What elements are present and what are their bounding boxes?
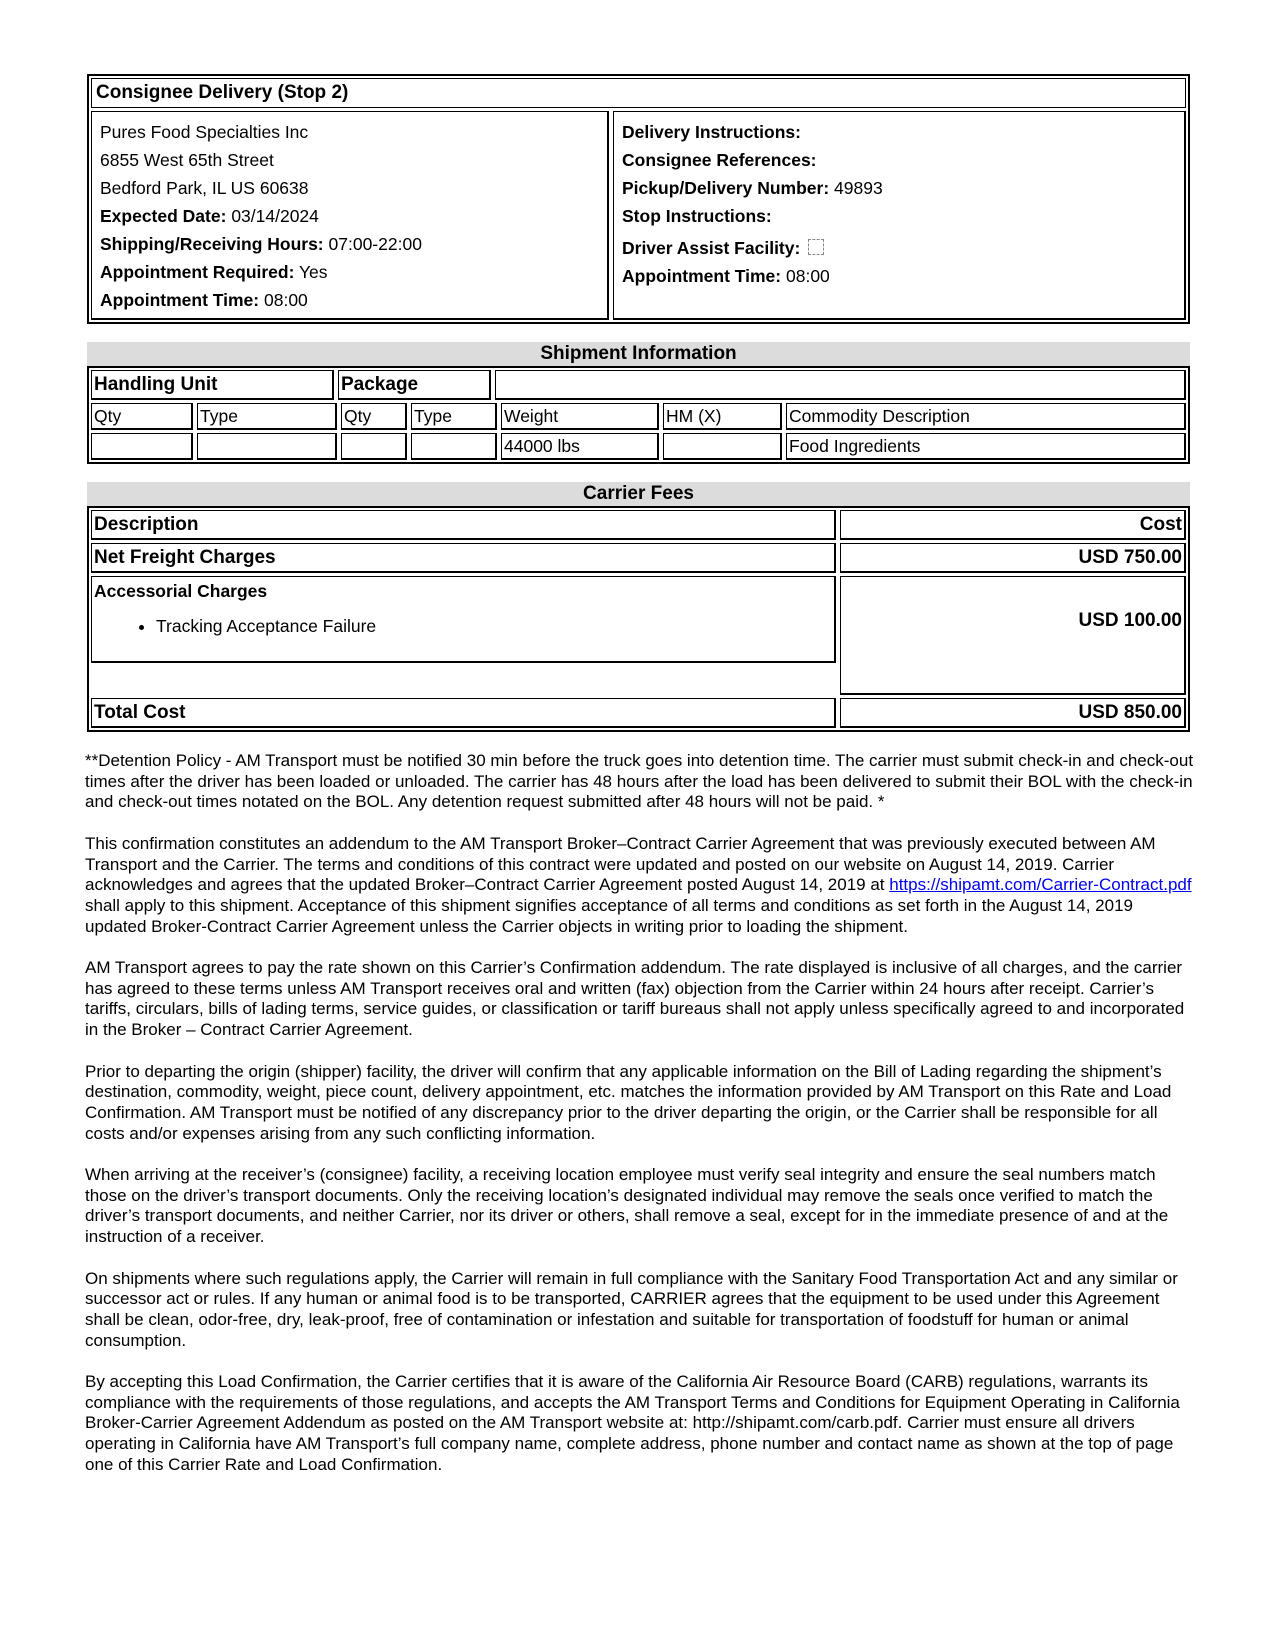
accessorial-row [91, 576, 1186, 695]
cost-header: Cost [840, 510, 1186, 540]
carrier-contract-link[interactable]: https://shipamt.com/Carrier-Contract.pdf [889, 875, 1192, 895]
addendum-text-end: shall apply to this shipment. Acceptance of this shipment signifies acceptance of all terms and conditions as set forth in the August 14, 2019 updated Broker-Contract Carrier Agreement unless the Carrier objects in writing prior to loading the shipment. [85, 895, 1133, 936]
appointment-time-label: Appointment Time: [100, 290, 260, 310]
accessorial-label: Accessorial Charges [94, 581, 268, 601]
shipment-column-header-row [91, 403, 1186, 430]
shipment-section-title: Shipment Information [87, 342, 1190, 366]
appointment-required-label: Appointment Required: [100, 262, 295, 282]
shipment-table [87, 366, 1190, 464]
handling-unit-header: Handling Unit [91, 370, 334, 400]
table-row [91, 433, 1186, 460]
driver-assist-label: Driver Assist Facility: [622, 238, 801, 258]
pickup-number-label: Pickup/Delivery Number: [622, 178, 830, 198]
hours-row [100, 230, 599, 258]
fees-table [87, 506, 1190, 732]
total-cost: USD 850.00 [840, 698, 1186, 728]
accessorial-cost: USD 100.00 [840, 576, 1186, 695]
total-row [91, 698, 1186, 728]
document-page [85, 74, 1194, 1496]
right-appointment-time-label: Appointment Time: [622, 266, 782, 286]
sanitary-food-paragraph: On shipments where such regulations apply, the Carrier will remain in full compliance with the Sanitary Food Transportation Act and any similar or successor act or rules. If any human or animal food is to be transported, CARRIER agrees that the equipment to be used under this Agreement shall be clean, odor-free, dry, leak-proof, free of contamination or infestation and suitable for transportation of foodstuff for human or animal consumption. [85, 1268, 1178, 1350]
net-freight-label: Net Freight Charges [91, 543, 836, 573]
weight-header: Weight [501, 403, 659, 430]
commodity-cell: Food Ingredients [786, 433, 1186, 460]
consignee-address-column [91, 111, 609, 320]
hazmat-header: HM (X) [663, 403, 782, 430]
weight-cell: 44000 lbs [501, 433, 659, 460]
list-item: • Tracking Acceptance Failure [156, 616, 834, 637]
appointment-time-row [100, 286, 599, 314]
consignee-city: Bedford Park, IL US 60638 [100, 178, 309, 198]
addendum-text-start: This confirmation constitutes an addendum to the AM Transport Broker–Contract Carrier Agreement that was previously executed between AM Transport and the Carrier. The terms and conditions of this contract were updated and posted on our website on August 14, 2019. Carrier acknowledges and agrees that the updated Broker–Contract Carrier Agreement posted August 14, 2019 at [85, 833, 1156, 895]
rate-paragraph: AM Transport agrees to pay the rate shown on this Carrier’s Confirmation addendum. The rate displayed is inclusive of all charges, and the carrier has agreed to these terms unless AM Transport receives oral and written (fax) objection from the Carrier within 24 hours after receipt. Carrier’s tariffs, circulars, bills of lading terms, service guides, or classification or tariff bureaus shall not apply unless specifically agreed to and incorporated in the Broker – Contract Carrier Agreement. [85, 958, 1185, 1040]
hu-type-cell [197, 433, 337, 460]
pkg-type-cell [411, 433, 497, 460]
hours-label: Shipping/Receiving Hours: [100, 234, 324, 254]
net-freight-row [91, 543, 1186, 573]
hu-qty-cell [91, 433, 193, 460]
consignee-name: Pures Food Specialties Inc [100, 122, 309, 142]
consignee-title: Consignee Delivery (Stop 2) [91, 78, 1186, 108]
appointment-required-value: Yes [298, 262, 328, 282]
detention-policy-paragraph: **Detention Policy - AM Transport must be notified 30 min before the truck goes into detention time. The carrier must submit check-in and check-out times after the driver has been loaded or unloaded. The carrier has 48 hours after the load has been delivered to submit their BOL with the check-in and check-out times notated on the BOL. Any detention request submitted after 48 hours will not be paid. * [85, 751, 1194, 812]
accessorial-description [91, 576, 836, 663]
fees-section-title: Carrier Fees [87, 482, 1190, 506]
pkg-qty-cell [341, 433, 407, 460]
fees-header-row [91, 510, 1186, 540]
consignee-instructions-column [613, 111, 1186, 320]
net-freight-cost: USD 750.00 [840, 543, 1186, 573]
pickup-number-value: 49893 [834, 178, 883, 198]
shipment-group-header-row [91, 370, 1186, 400]
stop-instructions-label: Stop Instructions: [622, 206, 772, 226]
terms-text [85, 751, 1195, 1476]
accessorial-list [94, 616, 834, 637]
consignee-references-label: Consignee References: [622, 150, 817, 170]
pkg-qty-header: Qty [341, 403, 407, 430]
expected-date-row [100, 202, 599, 230]
shipment-blank-header [495, 370, 1186, 400]
hazmat-cell [663, 433, 782, 460]
pkg-type-header: Type [411, 403, 497, 430]
package-header: Package [338, 370, 491, 400]
hu-type-header: Type [197, 403, 337, 430]
commodity-header: Commodity Description [786, 403, 1186, 430]
consignee-section [87, 74, 1190, 324]
addendum-paragraph [85, 834, 1195, 938]
hu-qty-header: Qty [91, 403, 193, 430]
right-appointment-time-row [622, 262, 1176, 290]
right-appointment-time-value: 08:00 [786, 266, 830, 286]
hours-value: 07:00-22:00 [328, 234, 422, 254]
total-label: Total Cost [91, 698, 836, 728]
consignee-street: 6855 West 65th Street [100, 150, 274, 170]
driver-assist-checkbox[interactable] [808, 239, 824, 255]
appointment-time-value: 08:00 [264, 290, 308, 310]
delivery-instructions-label: Delivery Instructions: [622, 122, 801, 142]
carb-paragraph: By accepting this Load Confirmation, the Carrier certifies that it is aware of the California Air Resource Board (CARB) regulations, warrants its compliance with the requirements of those regulations, and accepts the AM Transport Terms and Conditions for Equipment Operating in California Broker-Carrier Agreement Addendum as posted on the AM Transport website at: http://shipamt.com/carb.pdf. Carrier must ensure all drivers operating in California have AM Transport’s full company name, complete address, phone number and contact name as shown at the top of page one of this Carrier Rate and Load Confirmation. [85, 1372, 1180, 1474]
expected-date-value: 03/14/2024 [231, 206, 319, 226]
description-header: Description [91, 510, 836, 540]
appointment-required-row [100, 258, 599, 286]
expected-date-label: Expected Date: [100, 206, 227, 226]
seal-paragraph: When arriving at the receiver’s (consignee) facility, a receiving location employee must verify seal integrity and ensure the seal numbers match those on the driver’s transport documents. Only the receiving location’s designated individual may remove the seals once verified to match the driver’s transport documents, and neither Carrier, nor its driver or others, shall remove a seal, except for in the immediate presence of and at the instruction of a receiver. [85, 1165, 1169, 1247]
driver-assist-row [622, 230, 1176, 262]
bill-of-lading-paragraph: Prior to departing the origin (shipper) facility, the driver will confirm that any applicable information on the Bill of Lading regarding the shipment’s destination, commodity, weight, piece count, delivery appointment, etc. matches the information provided by AM Transport on this Rate and Load Confirmation. AM Transport must be notified of any discrepancy prior to the driver departing the origin, or the Carrier shall be responsible for all costs and/or expenses arising from any such conflicting information. [85, 1061, 1172, 1143]
pickup-number-row [622, 174, 1176, 202]
